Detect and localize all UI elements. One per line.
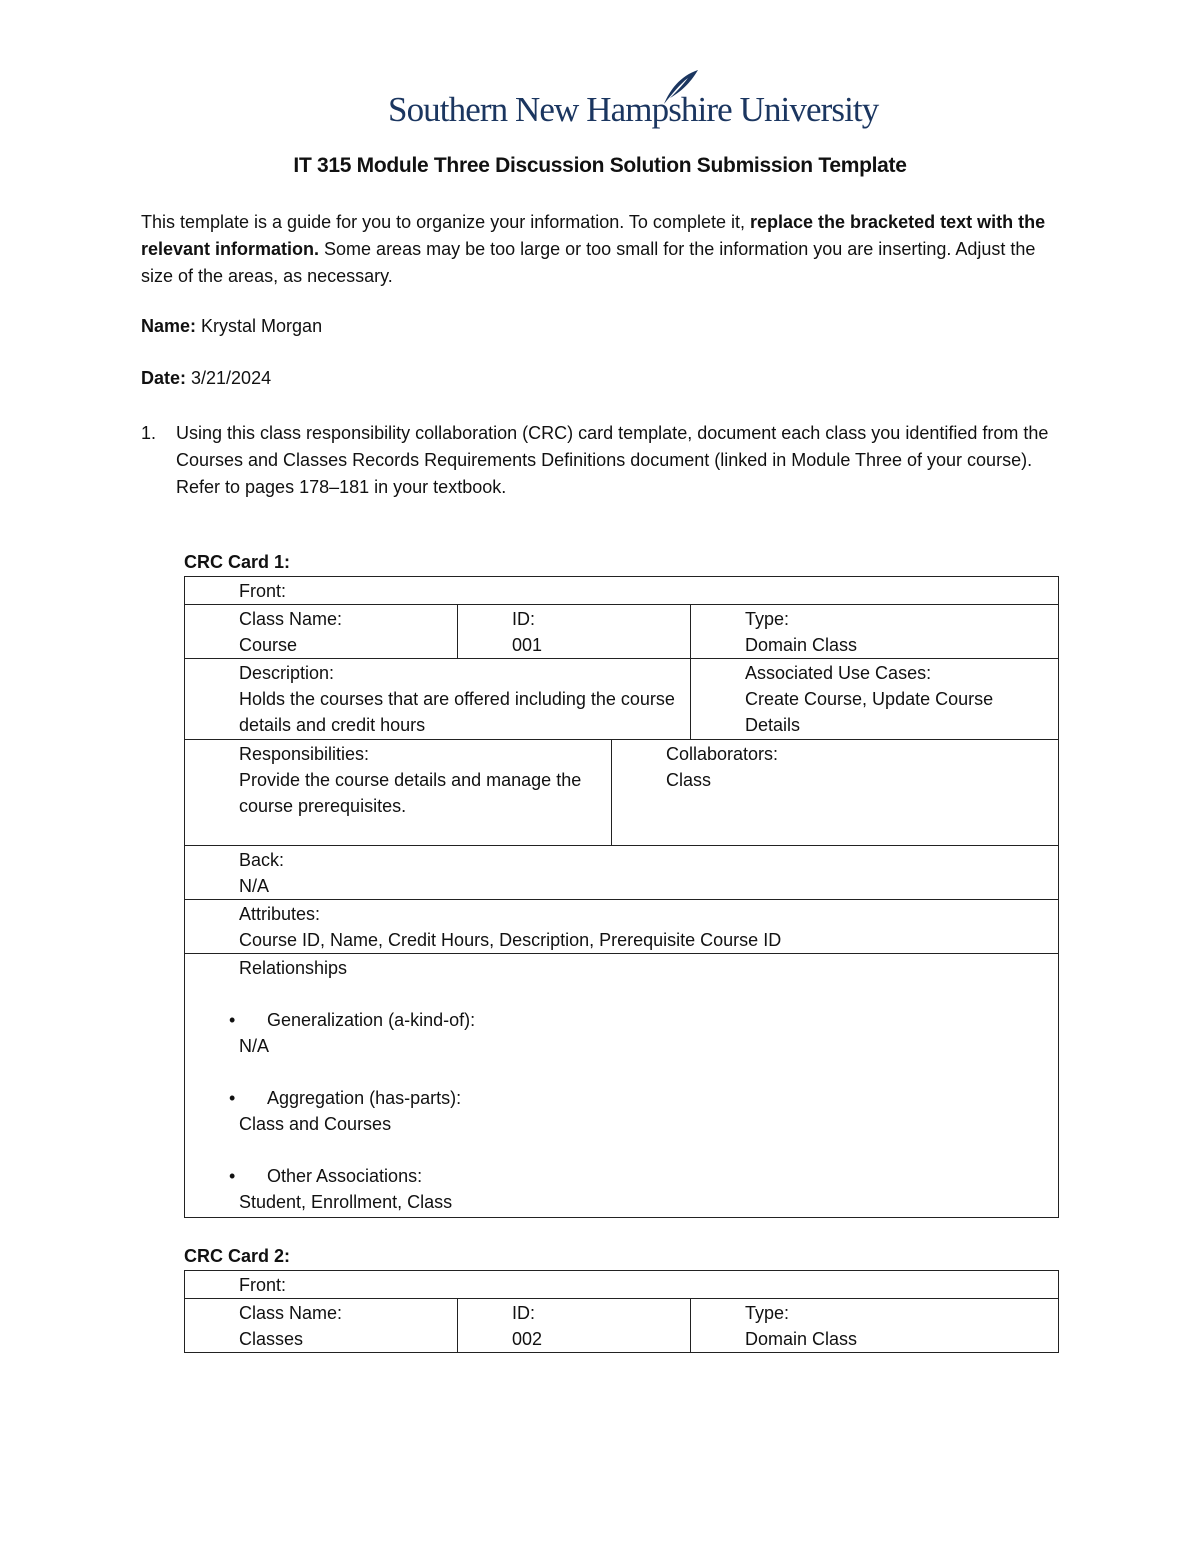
type-cell bbox=[691, 1299, 1059, 1353]
class-name-value: Classes bbox=[239, 1329, 304, 1349]
question-number: 1. bbox=[141, 423, 157, 443]
class-name-label: Class Name: bbox=[239, 609, 343, 629]
id-label: ID: bbox=[512, 609, 536, 629]
intro-bold: replace the bracketed text with the relevant information. bbox=[141, 212, 1046, 259]
attributes-cell bbox=[185, 900, 1059, 954]
collaborators-value: Class bbox=[666, 770, 712, 790]
name-label: Name: bbox=[141, 316, 197, 336]
attributes-value: Course ID, Name, Credit Hours, Description, Prerequisite Course ID bbox=[239, 930, 782, 950]
aggregation-label: Aggregation (has-parts): bbox=[267, 1088, 462, 1108]
other-associations-item bbox=[229, 1163, 1052, 1189]
attributes-label: Attributes: bbox=[239, 904, 321, 924]
bullet-icon: • bbox=[229, 1010, 236, 1030]
use-cases-cell bbox=[691, 659, 1059, 740]
collaborators-label: Collaborators: bbox=[666, 744, 779, 764]
id-cell bbox=[458, 1299, 691, 1353]
id-value: 001 bbox=[512, 635, 543, 655]
question-text: Using this class responsibility collaboration (CRC) card template, document each class you identified from the Courses and Classes Records Requirements Definitions document (linked in Module Three of your course). Refer to pages 178–181 in your textbook. bbox=[176, 423, 1049, 497]
responsibilities-label: Responsibilities: bbox=[239, 744, 370, 764]
crc-card-2-title: CRC Card 2: bbox=[184, 1246, 291, 1266]
id-value: 002 bbox=[512, 1329, 543, 1349]
bullet-icon: • bbox=[229, 1166, 236, 1186]
back-cell bbox=[185, 846, 1059, 900]
front-label: Front: bbox=[239, 1275, 287, 1295]
description-value: Holds the courses that are offered including the course details and credit hours bbox=[239, 689, 675, 735]
date-field bbox=[141, 368, 271, 389]
crc-card-2-table bbox=[184, 1270, 1059, 1353]
other-associations-label: Other Associations: bbox=[267, 1166, 423, 1186]
description-label: Description: bbox=[239, 663, 335, 683]
collaborators-cell bbox=[612, 740, 1059, 846]
crc-card-1-table bbox=[184, 576, 1059, 1218]
name-value: Krystal Morgan bbox=[196, 316, 323, 336]
front-label: Front: bbox=[239, 581, 287, 601]
relationships-cell bbox=[185, 954, 1059, 1218]
use-cases-value: Create Course, Update Course Details bbox=[745, 689, 994, 735]
id-label: ID: bbox=[512, 1303, 536, 1323]
back-label: Back: bbox=[239, 850, 285, 870]
back-value: N/A bbox=[239, 876, 270, 896]
class-name-value: Course bbox=[239, 635, 298, 655]
generalization-value: N/A bbox=[239, 1036, 270, 1056]
responsibilities-cell bbox=[185, 740, 612, 846]
generalization-item bbox=[229, 1007, 1052, 1033]
class-name-label: Class Name: bbox=[239, 1303, 343, 1323]
date-value: 3/21/2024 bbox=[186, 368, 272, 388]
aggregation-item bbox=[229, 1085, 1052, 1111]
crc-card-1-title: CRC Card 1: bbox=[184, 552, 291, 572]
type-cell bbox=[691, 605, 1059, 659]
relationships-label: Relationships bbox=[239, 958, 348, 978]
bullet-icon: • bbox=[229, 1088, 236, 1108]
class-name-cell bbox=[185, 605, 458, 659]
name-field bbox=[141, 316, 322, 337]
page-title: IT 315 Module Three Discussion Solution Submission Template bbox=[293, 154, 907, 177]
responsibilities-value: Provide the course details and manage the course prerequisites. bbox=[239, 770, 582, 816]
aggregation-value: Class and Courses bbox=[239, 1114, 392, 1134]
front-cell bbox=[185, 577, 1059, 605]
front-cell bbox=[185, 1271, 1059, 1299]
intro-paragraph bbox=[141, 209, 1066, 290]
intro-text-2: Some areas may be too large or too small for the information you are inserting. Adjust the size of the areas, as necessary. bbox=[141, 239, 1036, 286]
date-label: Date: bbox=[141, 368, 187, 388]
id-cell bbox=[458, 605, 691, 659]
intro-text-1: This template is a guide for you to organize your information. To complete it, bbox=[141, 212, 750, 232]
use-cases-label: Associated Use Cases: bbox=[745, 663, 932, 683]
type-value: Domain Class bbox=[745, 635, 858, 655]
question-1 bbox=[141, 420, 1061, 501]
description-cell bbox=[185, 659, 691, 740]
class-name-cell bbox=[185, 1299, 458, 1353]
type-label: Type: bbox=[745, 609, 790, 629]
type-value: Domain Class bbox=[745, 1329, 858, 1349]
generalization-label: Generalization (a-kind-of): bbox=[267, 1010, 476, 1030]
university-name: Southern New Hampshire University bbox=[388, 90, 879, 129]
type-label: Type: bbox=[745, 1303, 790, 1323]
university-logo bbox=[386, 68, 879, 138]
other-associations-value: Student, Enrollment, Class bbox=[239, 1192, 453, 1212]
